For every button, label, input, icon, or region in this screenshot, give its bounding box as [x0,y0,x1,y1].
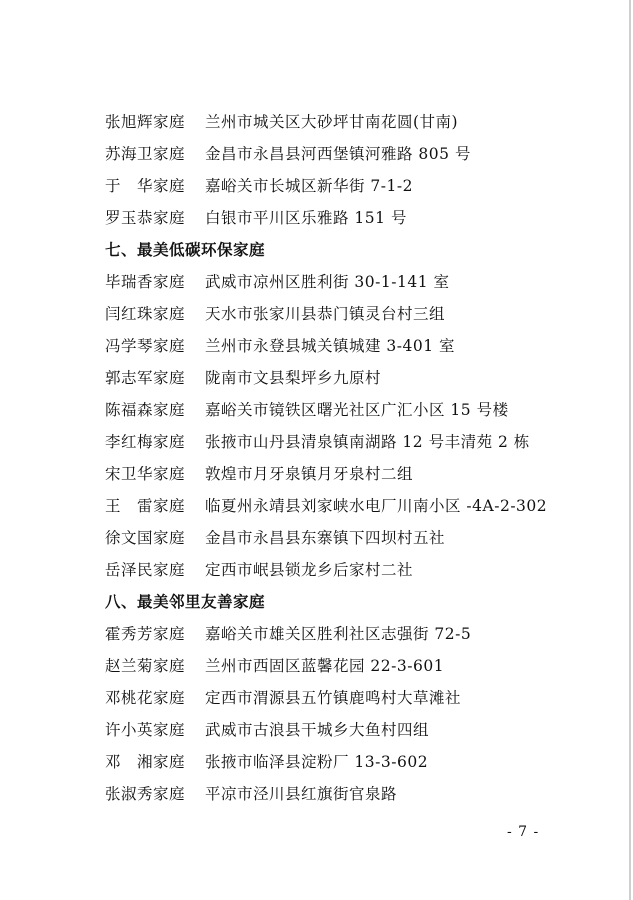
family-name: 李红梅家庭 [105,433,186,451]
family-address: 嘉峪关市雄关区胜利社区志强街 72-5 [205,625,472,643]
family-address: 嘉峪关市长城区新华街 7-1-2 [205,177,413,195]
family-address: 陇南市文县梨坪乡九原村 [205,369,382,387]
family-name: 苏海卫家庭 [105,145,186,163]
list-item [105,394,615,426]
family-name: 徐文国家庭 [105,529,186,547]
family-name: 邓 湘家庭 [105,753,186,771]
list-item [105,426,615,458]
list-item [105,650,615,682]
list-item [105,618,615,650]
family-name: 陈福森家庭 [105,401,186,419]
family-name: 张淑秀家庭 [105,785,186,803]
list-item [105,554,615,586]
list-item [105,746,615,778]
list-item [105,330,615,362]
family-name: 于 华家庭 [105,177,186,195]
list-item [105,202,615,234]
family-name: 霍秀芳家庭 [105,625,186,643]
list-item [105,138,615,170]
family-address: 嘉峪关市镜铁区曙光社区广汇小区 15 号楼 [205,401,509,419]
family-address: 临夏州永靖县刘家峡水电厂川南小区 -4A-2-302 [205,497,548,515]
family-name: 许小英家庭 [105,721,186,739]
list-item [105,458,615,490]
family-address: 金昌市永昌县河西堡镇河雅路 805 号 [205,145,471,163]
list-item [105,298,615,330]
list-item [105,682,615,714]
family-address: 兰州市城关区大砂坪甘南花圆(甘南) [205,113,459,131]
family-address: 敦煌市月牙泉镇月牙泉村二组 [205,465,414,483]
family-address: 天水市张家川县恭门镇灵台村三组 [205,305,446,323]
family-name: 闫红珠家庭 [105,305,186,323]
list-item [105,490,615,522]
family-address: 平凉市泾川县红旗街官泉路 [205,785,398,803]
family-name: 赵兰菊家庭 [105,657,186,675]
family-address: 武威市凉州区胜利街 30-1-141 室 [205,273,450,291]
family-address: 张掖市山丹县清泉镇南湖路 12 号丰清苑 2 栋 [205,433,530,451]
page-number: - 7 - [507,824,540,840]
family-name: 宋卫华家庭 [105,465,186,483]
family-name: 毕瑞香家庭 [105,273,186,291]
family-name: 岳泽民家庭 [105,561,186,579]
family-name: 张旭辉家庭 [105,113,186,131]
list-item [105,778,615,810]
family-address: 武威市古浪县干城乡大鱼村四组 [205,721,430,739]
list-item [105,522,615,554]
family-address: 定西市岷县锁龙乡后家村二社 [205,561,414,579]
family-name: 郭志军家庭 [105,369,186,387]
family-address: 兰州市西固区蓝馨花园 22-3-601 [205,657,445,675]
list-item [105,266,615,298]
list-item [105,106,615,138]
page-edge [629,0,631,900]
family-address: 兰州市永登县城关镇城建 3-401 室 [205,337,456,355]
section-heading: 八、最美邻里友善家庭 [105,593,266,611]
family-name: 邓桃花家庭 [105,689,186,707]
list-item [105,362,615,394]
document-body [105,106,615,810]
family-name: 罗玉恭家庭 [105,209,186,227]
family-address: 金昌市永昌县东寨镇下四坝村五社 [205,529,446,547]
family-address: 白银市平川区乐雅路 151 号 [205,209,407,227]
list-item [105,170,615,202]
family-name: 王 雷家庭 [105,497,186,515]
family-address: 张掖市临泽县淀粉厂 13-3-602 [205,753,429,771]
section-heading: 七、最美低碳环保家庭 [105,241,266,259]
family-name: 冯学琴家庭 [105,337,186,355]
list-item [105,714,615,746]
family-address: 定西市渭源县五竹镇鹿鸣村大草滩社 [205,689,462,707]
